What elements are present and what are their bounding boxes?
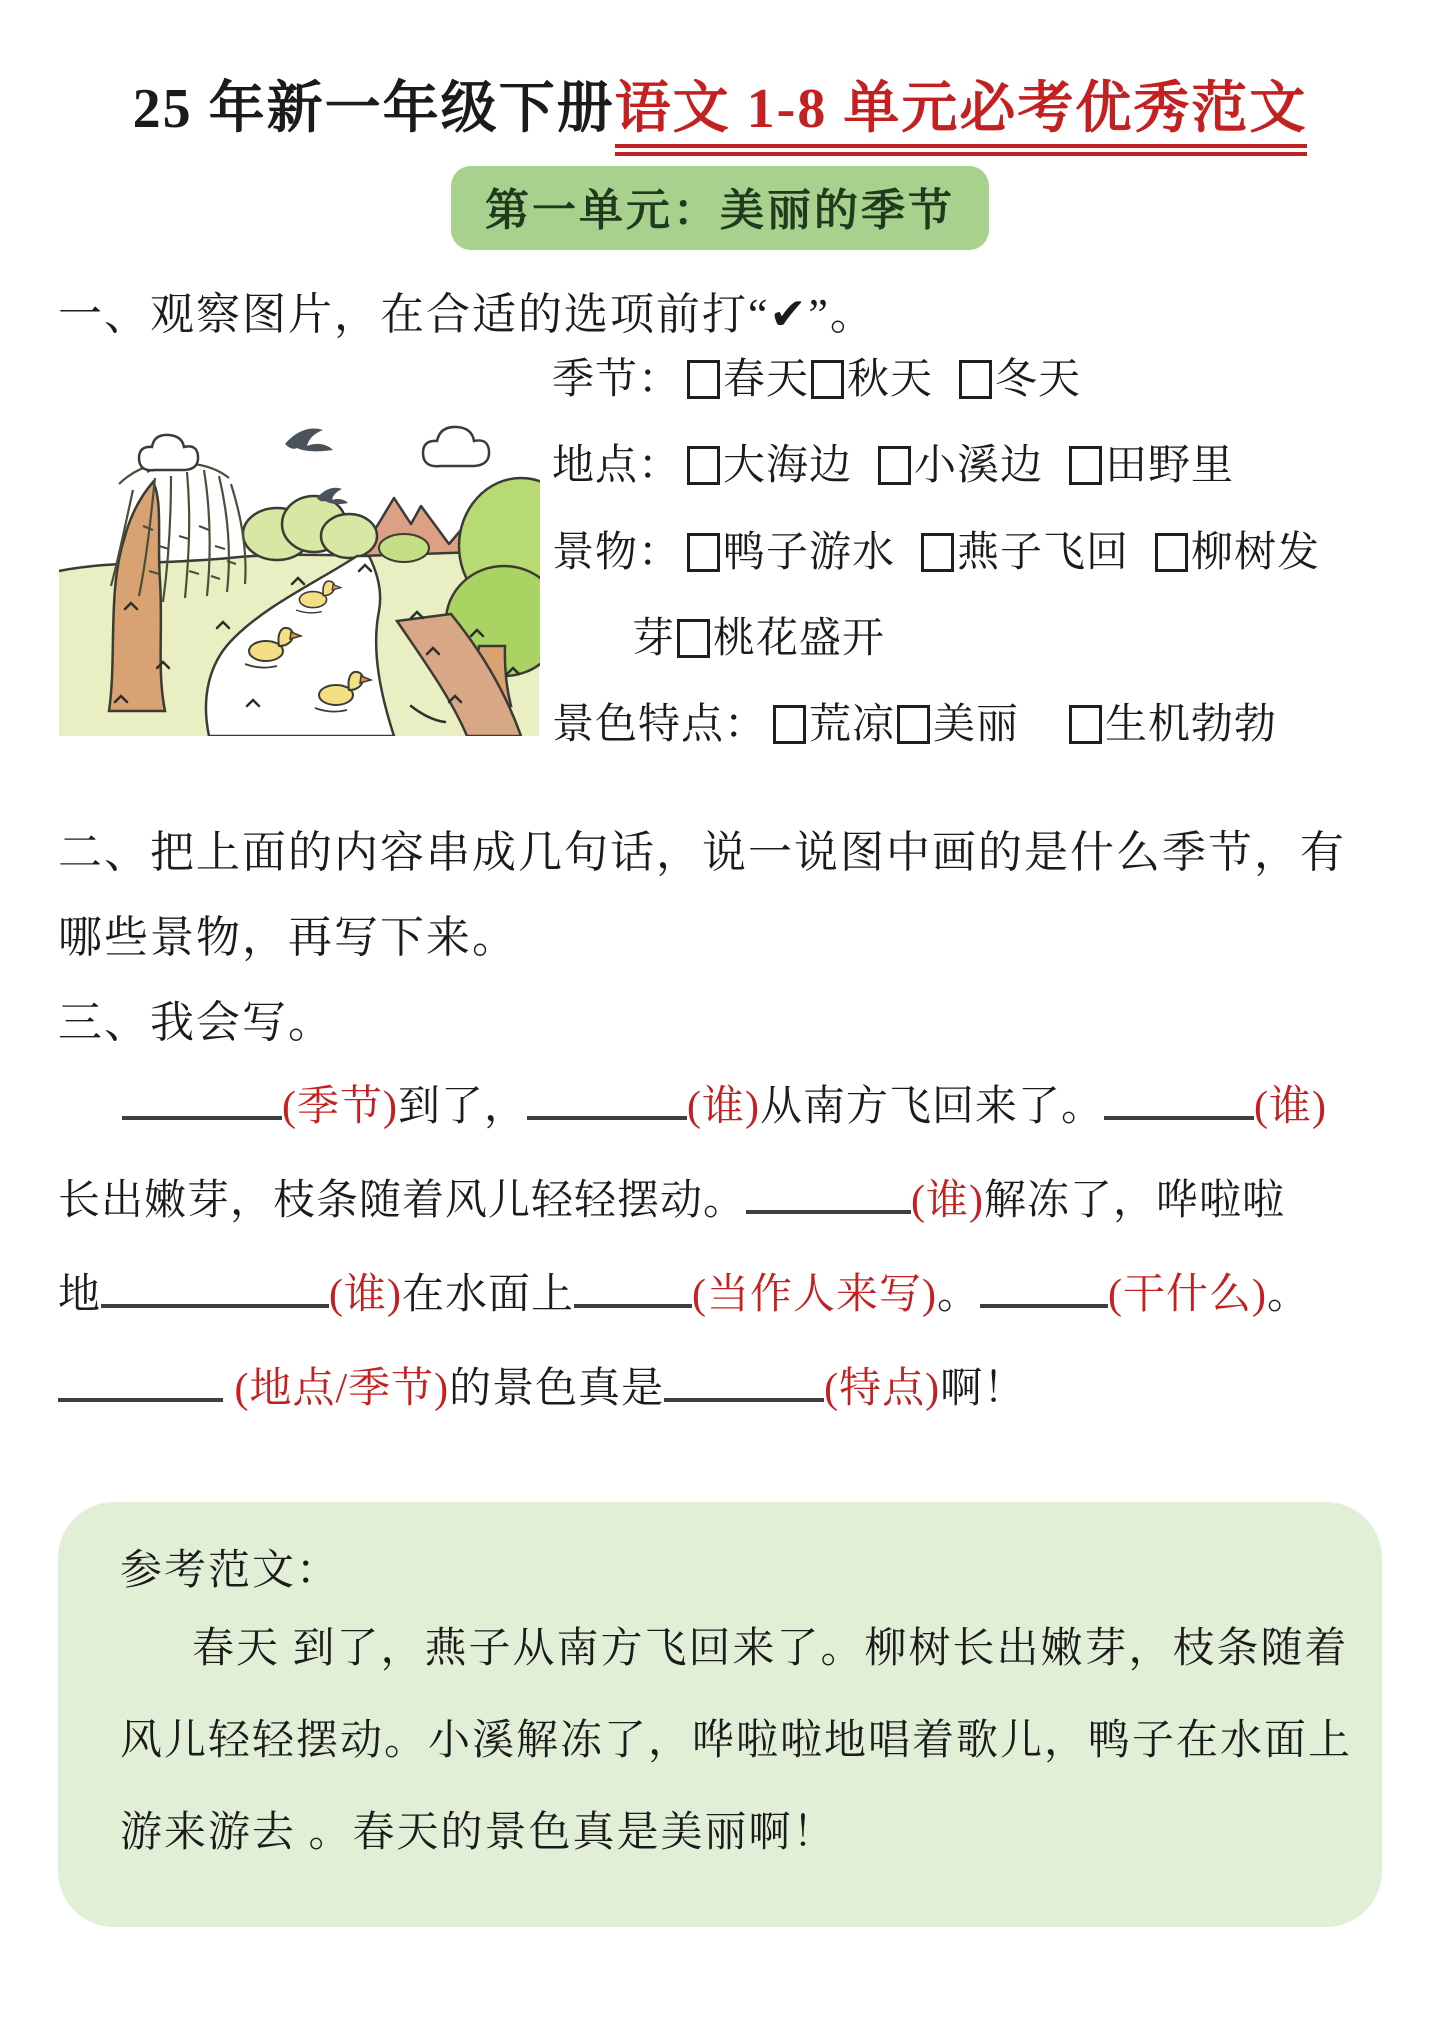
checkbox-option xyxy=(685,357,809,403)
checkbox[interactable] xyxy=(773,705,806,744)
answer-blank[interactable] xyxy=(122,1113,282,1120)
answer-blank[interactable] xyxy=(58,1395,223,1402)
checkbox[interactable] xyxy=(1069,446,1102,485)
page-title-red: 语文 1-8 单元必考优秀范文 xyxy=(615,78,1308,156)
question3-heading: 三、我会写。 xyxy=(58,998,334,1048)
text-segment: 长出嫩芽，枝条随着风儿轻轻摆动。 xyxy=(58,1178,747,1225)
hint-label: (干什么) xyxy=(1108,1272,1267,1319)
answer-blank[interactable] xyxy=(574,1301,692,1308)
option-row xyxy=(552,442,1382,490)
checkbox[interactable] xyxy=(959,360,992,399)
answer-blank[interactable] xyxy=(527,1113,687,1120)
text-segment: 。 xyxy=(937,1272,981,1319)
hint-label: (季节) xyxy=(282,1084,398,1131)
swallow-icon xyxy=(285,429,348,505)
hint-label: (谁) xyxy=(687,1084,760,1131)
unit-badge-row xyxy=(58,166,1382,250)
option-group-label: 景物： xyxy=(552,529,682,576)
text-segment: 从南方飞回来了。 xyxy=(759,1084,1104,1131)
option-label: 桃花盛开 xyxy=(713,615,886,662)
question2-line: 哪些景物，再写下来。 xyxy=(58,912,518,962)
option-label: 秋天 xyxy=(847,357,934,403)
text-segment: 。 xyxy=(1267,1272,1311,1319)
checkbox-option xyxy=(675,616,885,662)
option-label: 春天 xyxy=(723,357,810,403)
checkbox-option xyxy=(685,530,895,576)
option-label: 燕子飞回 xyxy=(957,529,1130,576)
text-segment: 在水面上 xyxy=(402,1272,575,1319)
text-segment: 的景色真是 xyxy=(449,1366,665,1413)
option-label: 小溪边 xyxy=(914,443,1044,490)
reference-text xyxy=(120,1603,1353,1879)
checkbox[interactable] xyxy=(921,533,954,572)
hint-label: (谁) xyxy=(911,1178,984,1225)
checkbox-option xyxy=(809,357,933,403)
checkbox[interactable] xyxy=(897,705,930,744)
option-label: 柳树发 xyxy=(1191,529,1321,576)
reference-line: 春天 到了，燕子从南方飞回来了。柳树长出嫩芽，枝条随着 xyxy=(192,1626,1349,1673)
checkbox-option xyxy=(919,530,1129,576)
option-row xyxy=(552,615,1382,663)
reference-heading: 参考范文： xyxy=(120,1548,341,1595)
text-segment: 解冻了，哗啦啦 xyxy=(984,1178,1286,1225)
answer-blank[interactable] xyxy=(1104,1113,1254,1120)
text-segment xyxy=(223,1366,235,1412)
checkbox[interactable] xyxy=(1155,533,1188,572)
answer-blank[interactable] xyxy=(980,1301,1108,1308)
question2-heading xyxy=(58,811,1382,980)
checkbox[interactable] xyxy=(687,360,720,399)
checkbox-option xyxy=(1153,530,1320,576)
option-group-label: 季节： xyxy=(552,357,682,403)
question1-heading: 一、观察图片，在合适的选项前打“✔”。 xyxy=(58,290,876,339)
page-title-black: 25 年新一年级下册 xyxy=(132,78,615,140)
fill-line xyxy=(58,1342,1382,1436)
fill-in-paragraph xyxy=(58,1060,1382,1436)
option-group-label: 地点： xyxy=(552,443,682,490)
reference-line: 风儿轻轻摆动。小溪解冻了，哗啦啦地唱着歌儿，鸭子在水面上 xyxy=(120,1718,1353,1765)
checkbox[interactable] xyxy=(878,446,911,485)
text-segment: 到了， xyxy=(397,1084,527,1131)
checkbox[interactable] xyxy=(687,446,720,485)
unit-badge: 第一单元：美丽的季节 xyxy=(451,166,989,250)
reference-line: 游来游去 。春天的景色真是美丽啊！ xyxy=(120,1810,837,1857)
checkbox[interactable] xyxy=(811,360,844,399)
answer-blank[interactable] xyxy=(101,1301,329,1308)
option-row xyxy=(552,356,1382,404)
checkbox-option xyxy=(895,702,1019,748)
option-group-label: 景色特点： xyxy=(552,702,768,749)
answer-blank[interactable] xyxy=(664,1395,824,1402)
text-segment: 地 xyxy=(58,1272,102,1319)
option-row xyxy=(552,529,1382,577)
hint-label: (当作人来写) xyxy=(692,1272,937,1319)
question1-body xyxy=(58,356,1382,787)
checkbox-option xyxy=(876,443,1043,489)
option-label: 美丽 xyxy=(933,702,1020,749)
checkbox-option xyxy=(771,702,895,748)
hint-label: (特点) xyxy=(824,1366,941,1413)
checkbox-option xyxy=(1067,443,1234,489)
answer-blank[interactable] xyxy=(746,1207,911,1214)
option-label: 大海边 xyxy=(723,443,853,490)
checkbox-option xyxy=(957,357,1081,403)
checkbox[interactable] xyxy=(677,619,710,658)
option-label: 冬天 xyxy=(995,357,1082,403)
option-label: 鸭子游水 xyxy=(723,529,896,576)
option-label: 荒凉 xyxy=(809,702,896,749)
hint-label: (谁) xyxy=(1254,1084,1327,1131)
fill-line xyxy=(58,1248,1382,1342)
willow-trunk xyxy=(109,482,165,711)
option-label: 生机勃勃 xyxy=(1105,702,1278,749)
scene-illustration xyxy=(58,406,540,736)
fill-line xyxy=(58,1154,1382,1248)
hint-label: (谁) xyxy=(329,1272,402,1319)
text-segment: 芽 xyxy=(632,615,676,662)
checkbox[interactable] xyxy=(1069,705,1102,744)
checkbox[interactable] xyxy=(687,533,720,572)
option-row xyxy=(552,701,1382,749)
page-title xyxy=(58,64,1382,144)
checkbox-option xyxy=(1067,702,1277,748)
reference-box xyxy=(58,1502,1382,1927)
text-segment: 啊！ xyxy=(940,1366,1027,1413)
checkbox-option xyxy=(685,443,852,489)
hint-label: (地点/季节) xyxy=(234,1366,450,1413)
option-groups xyxy=(540,356,1382,787)
option-label: 田野里 xyxy=(1105,443,1235,490)
fill-line xyxy=(58,1060,1382,1154)
question2-line: 二、把上面的内容串成几句话，说一说图中画的是什么季节，有 xyxy=(58,828,1346,878)
